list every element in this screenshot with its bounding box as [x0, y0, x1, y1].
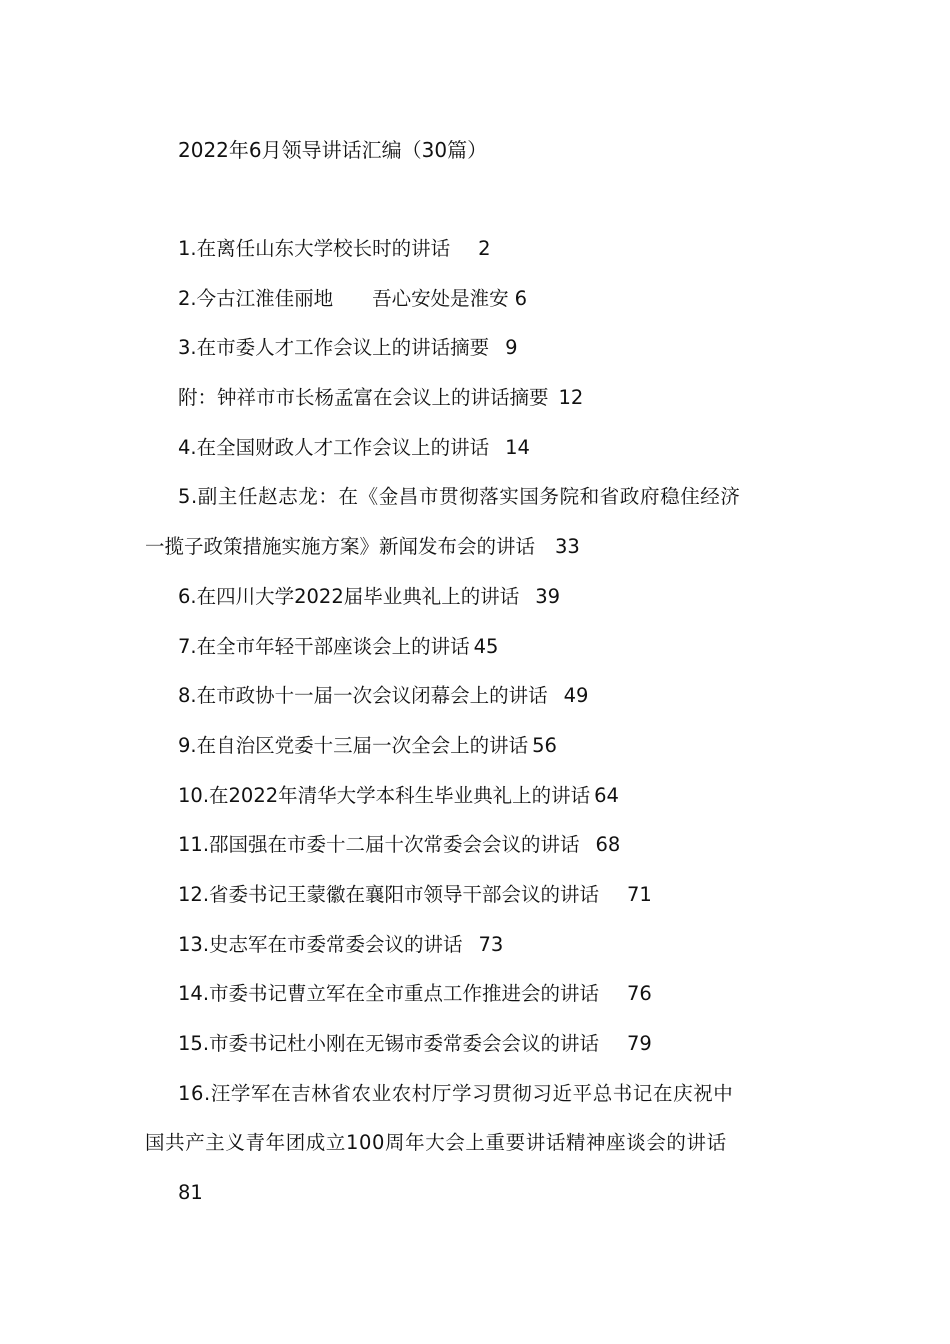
toc-item-title: 16.汪学军在吉林省农业农村厅学习贯彻习近平总书记在庆祝中	[178, 1081, 734, 1105]
toc-item-16-line-2	[145, 1126, 810, 1176]
toc-item-page: 56	[532, 733, 557, 757]
toc-item-page: 79	[627, 1032, 652, 1055]
toc-item-16-line-1	[145, 1077, 810, 1127]
toc-item-title: 10.在2022年清华大学本科生毕业典礼上的讲话	[178, 783, 591, 807]
toc-item-13	[145, 928, 810, 978]
toc-item-page: 76	[627, 982, 652, 1006]
toc-item-4	[145, 431, 810, 481]
toc-item-15	[145, 1027, 810, 1077]
toc-item-7	[145, 630, 810, 680]
toc-item-title: 3.在市委人才工作会议上的讲话摘要	[178, 336, 490, 360]
toc-item-title: 附：钟祥市市长杨孟富在会议上的讲话摘要	[178, 386, 549, 410]
toc-item-title: 14.市委书记曹立军在全市重点工作推进会的讲话	[178, 982, 600, 1006]
toc-item-5-line-1	[145, 480, 810, 530]
toc-item-title: 13.史志军在市委常委会议的讲话	[178, 932, 463, 956]
toc-item-page: 49	[563, 684, 589, 708]
toc-item-title: 1.在离任山东大学校长时的讲话	[178, 237, 451, 260]
toc-item-title: 9.在自治区党委十三届一次全会上的讲话	[178, 733, 529, 757]
toc-item-14	[145, 977, 810, 1027]
toc-item-12	[145, 878, 810, 928]
toc-item-3	[145, 331, 810, 381]
toc-item-page: 81	[178, 1181, 203, 1205]
toc-item-page: 12	[558, 386, 584, 410]
toc-item-page: 9	[505, 336, 518, 360]
toc-item-10	[145, 779, 810, 829]
toc-item-page: 33	[555, 535, 580, 559]
toc-item-title: 2.今古江淮佳丽地 吾心安处是淮安	[178, 286, 509, 310]
toc-item-title: 7.在全市年轻干部座谈会上的讲话	[178, 634, 470, 658]
toc-item-title: 11.邵国强在市委十二届十次常委会会议的讲话	[178, 833, 580, 857]
toc-item-9	[145, 729, 810, 779]
toc-item-page: 71	[627, 882, 652, 906]
toc-item-title: 6.在四川大学2022届毕业典礼上的讲话	[178, 584, 520, 608]
toc-item-title-continued: 国共产主义青年团成立100周年大会上重要讲话精神座谈会的讲话	[145, 1131, 727, 1155]
toc-item-2	[145, 282, 810, 332]
toc-item-title: 5.副主任赵志龙：在《金昌市贯彻落实国务院和省政府稳住经济	[178, 485, 741, 509]
toc-item-11	[145, 828, 810, 878]
toc-item-page: 6	[514, 286, 528, 310]
toc-item-page: 45	[473, 634, 499, 658]
toc-item-page: 64	[594, 783, 619, 807]
toc-item-appendix	[145, 381, 810, 431]
toc-item-title-continued: 一揽子政策措施实施方案》新闻发布会的讲话	[145, 535, 536, 559]
toc-item-16-line-3	[145, 1176, 810, 1226]
toc-item-1	[145, 232, 810, 282]
toc-item-title: 15.市委书记杜小刚在无锡市委常委会会议的讲话	[178, 1032, 600, 1055]
toc-item-title: 12.省委书记王蒙徽在襄阳市领导干部会议的讲话	[178, 882, 600, 906]
toc-item-title: 4.在全国财政人才工作会议上的讲话	[178, 435, 490, 459]
table-of-contents	[145, 232, 810, 1226]
toc-item-page: 68	[595, 833, 621, 857]
toc-item-page: 2	[478, 237, 491, 260]
toc-item-8	[145, 679, 810, 729]
toc-item-6	[145, 580, 810, 630]
toc-item-5-line-2	[145, 530, 810, 580]
document-title: 2022年6月领导讲话汇编（30篇）	[178, 138, 488, 162]
toc-item-page: 14	[505, 435, 530, 459]
toc-item-page: 39	[535, 584, 561, 608]
toc-item-title: 8.在市政协十一届一次会议闭幕会上的讲话	[178, 684, 548, 708]
toc-item-page: 73	[478, 932, 504, 956]
